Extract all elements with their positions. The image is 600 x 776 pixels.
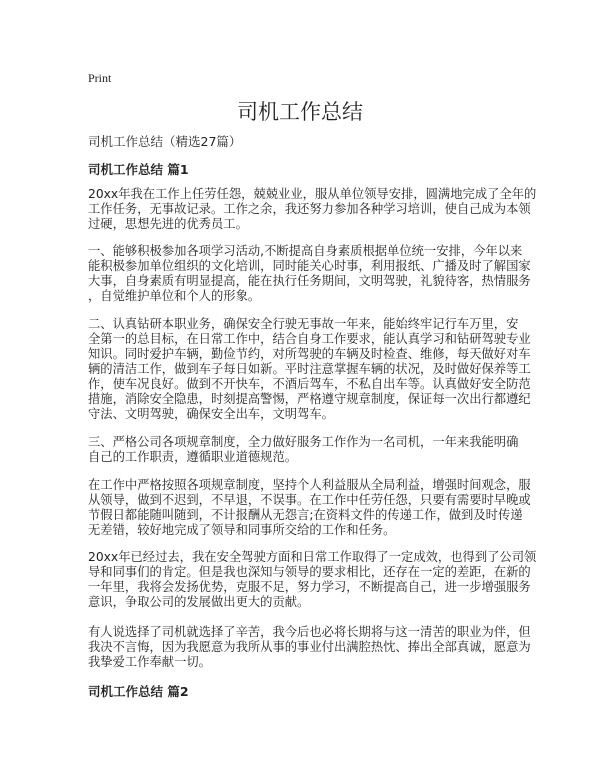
text-line: 节假日都能随叫随到，不计报酬从无怨言;在资料文件的传递工作，做到及时传递 <box>88 508 523 522</box>
text-line: 全第一的总目标，在日常工作中，结合自身工作要求，能认真学习和钻研驾驶专业 <box>88 332 531 346</box>
text-line: 过硬，思想先进的优秀员工。 <box>88 217 248 231</box>
subtitle: 司机工作总结（精选27篇） <box>88 134 242 149</box>
print-link[interactable]: Print <box>88 71 112 85</box>
paragraph <box>88 244 531 304</box>
text-line: ，自觉维护单位和个人的形象。 <box>88 289 261 303</box>
text-line: 我挚爱工作奉献一切。 <box>88 655 211 669</box>
text-line: 作，使车况良好。做到不开快车，不酒后驾车，不私自出车等。认真做好安全防范 <box>88 377 531 391</box>
text-line: 在工作中严格按照各项规章制度，坚持个人利益服从全局利益，增强时间观念，服 <box>88 478 531 492</box>
text-line: 无差错，较好地完成了领导和同事所交给的工作和任务。 <box>88 523 396 537</box>
text-line: 知识。同时爱护车辆，勤俭节约，对所驾驶的车辆及时检查、维修，每天做好对车 <box>88 347 531 361</box>
text-line: 守法、文明驾驶，确保安全出车，文明驾车。 <box>88 407 334 421</box>
text-line: 从领导，做到不迟到，不早退，不误事。在工作中任劳任怨，只要有需要时早晚或 <box>88 493 531 507</box>
text-line: 三、严格公司各项规章制度，全力做好服务工作作为一名司机，一年来我能明确 <box>88 435 519 449</box>
section-heading-1: 司机工作总结 篇1 <box>88 162 189 177</box>
paragraph <box>88 435 518 465</box>
section-heading-2: 司机工作总结 篇2 <box>88 684 189 699</box>
text-line: 能积极参加单位组织的文化培训，同时能关心时事，利用报纸、广播及时了解国家 <box>88 259 531 273</box>
text-line: 导和同事们的肯定。但是我也深知与领导的要求相比，还存在一定的差距，在新的 <box>88 565 531 579</box>
text-line: 工作任务，无事故记录。工作之余，我还努力参加各种学习培训，使自己成为本领 <box>88 202 531 216</box>
text-line: 措施，消除安全隐患，时刻提高警惕，严格遵守规章制度，保证每一次出行都遵纪 <box>88 392 531 406</box>
text-line: 20xx年我在工作上任劳任怨，兢兢业业，服从单位领导安排，圆满地完成了全年的 <box>88 187 537 201</box>
paragraph <box>88 187 536 232</box>
page-title: 司机工作总结 <box>237 100 363 124</box>
text-line: 辆的清洁工作，做到车子每日如新。平时注意掌握车辆的状况，及时做好保养等工 <box>88 362 531 376</box>
paragraph <box>88 625 531 670</box>
text-line: 一、能够积极参加各项学习活动,不断提高自身素质根据单位统一安排，今年以来 <box>88 244 523 258</box>
text-line: 有人说选择了司机就选择了辛苦，我今后也必将长期将与这一清苦的职业为伴，但 <box>88 625 531 639</box>
text-line: 我决不言悔，因为我愿意为我所从事的事业付出满腔热忱、捧出全部真诚，愿意为 <box>88 640 531 654</box>
text-line: 二、认真钻研本职业务，确保安全行驶无事故一年来，能始终牢记行车万里，安 <box>88 317 519 331</box>
text-line: 大事，自身素质有明显提高，能在执行任务期间，文明驾驶，礼貌待客，热情服务 <box>88 274 531 288</box>
paragraph <box>88 478 531 538</box>
paragraph <box>88 317 531 422</box>
text-line: 自己的工作职责，遵循职业道德规范。 <box>88 450 298 464</box>
text-line: 意识，争取公司的发展做出更大的贡献。 <box>88 595 310 609</box>
text-line: 20xx年已经过去，我在安全驾驶方面和日常工作取得了一定成效，也得到了公司领 <box>88 550 537 564</box>
paragraph <box>88 550 536 610</box>
text-line: 一年里，我将会发扬优势，克服不足，努力学习，不断提高自己，进一步增强服务 <box>88 580 531 594</box>
